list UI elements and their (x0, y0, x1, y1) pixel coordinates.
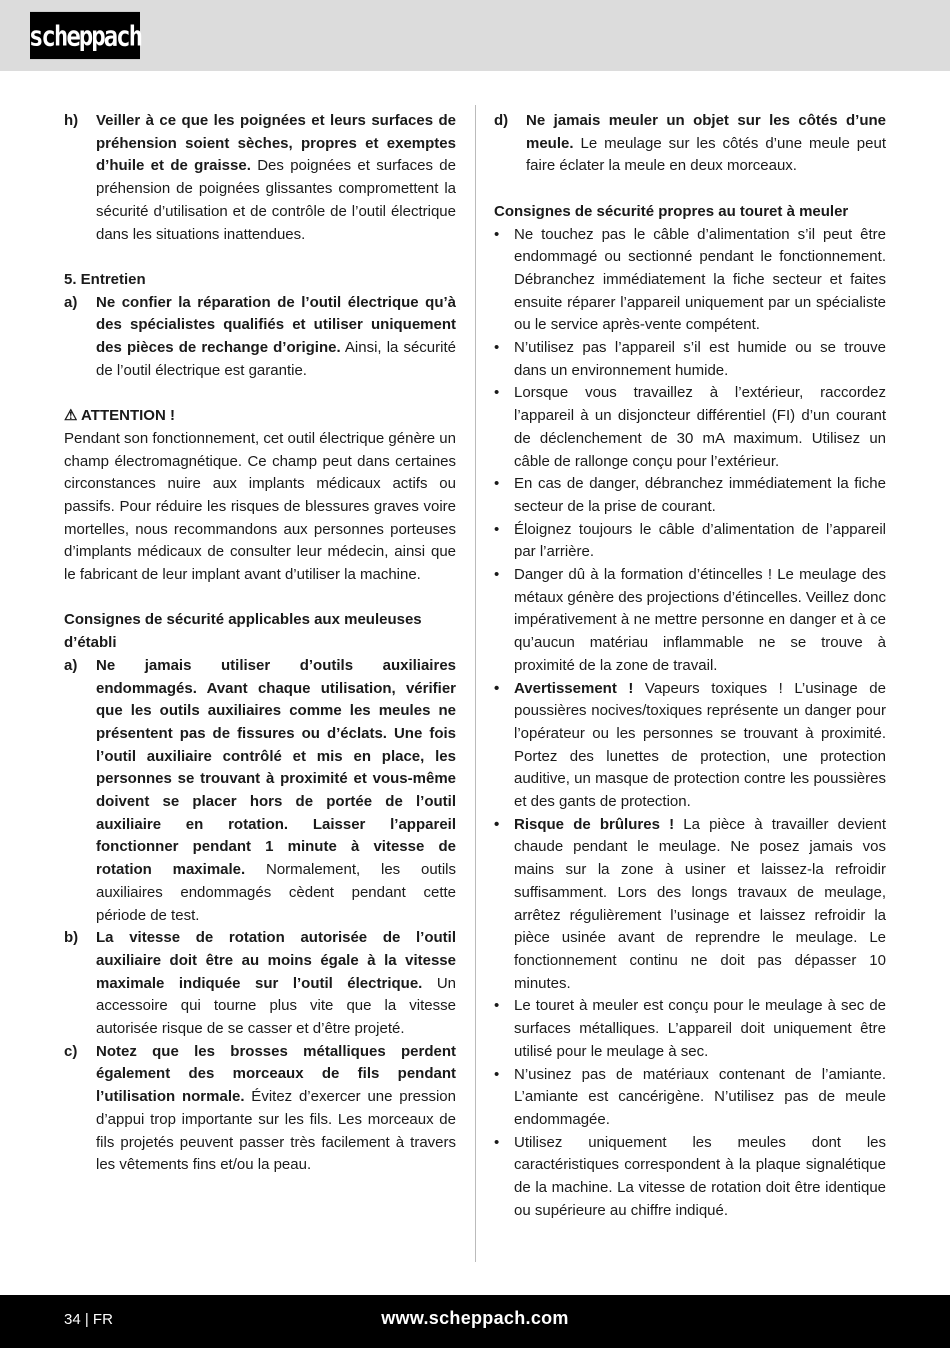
item-label: a) (64, 293, 78, 311)
page-footer (0, 1295, 950, 1348)
bullet-icon: • (494, 679, 500, 697)
item-text: Le touret à meuler est conçu pour le meulage à sec de surfaces métalliques. L’appareil doit uniquement être utilisé pour le meulage à sec. (514, 997, 886, 1060)
bullet-icon: • (494, 339, 500, 357)
item-text: N’utilisez pas l’appareil s’il est humide ou se trouve dans un environnement humide. (514, 339, 886, 379)
item-text: La pièce à travailler devient chaude pendant le meulage. Ne posez jamais vos mains sur la zone à usiner et laissez-la refroidir suffisamment. Lors des longs travaux de meulage, arrêtez régulièrement l’usinage et laissez refroidir la pièce usinée avant de reprendre le meulage. Le fonctionnement continu ne doit pas dépasser 10 minutes. (514, 815, 887, 992)
item-bold: Risque de brûlures ! (514, 815, 675, 833)
item-text: Danger dû à la formation d’étincelles ! Le meulage des métaux génère des projections d’étincelles. Veillez donc impérativement à ne mettre personne en danger et à ce qu’aucun matériau inflammable ne se trouve à proximité de la zone de travail. (514, 566, 886, 674)
item-bold: Ne jamais utiliser d’outils auxiliaires endommagés. Avant chaque utilisation, vérifier que les outils auxiliaires comme les meules ne présentent pas de fissures ou d’éclats. Une fois l’outil auxiliaire contrôlé et mis en place, les personnes se trouvant à proximité et vous-même doivent se placer hors de portée de l’outil auxiliaire en rotation. Laisser l’appareil fonctionner pendant 1 minute à vitesse de rotation maximale. (96, 656, 456, 879)
bullet-icon: • (494, 1133, 500, 1151)
item-label: b) (64, 929, 79, 947)
bullet-icon: • (494, 1065, 500, 1083)
website-link[interactable]: www.scheppach.com (381, 1308, 569, 1328)
item-bold: Veiller à ce que les poignées et leurs surfaces de préhension soient sèches, propres et exemptes d’huile et de graisse. (96, 112, 456, 175)
bullet-item (494, 678, 886, 814)
item-text: Normalement, les outils auxiliaires endommagés cèdent pendant cette période de test. (96, 861, 456, 924)
bullet-item (494, 1064, 886, 1132)
bullet-icon: • (494, 475, 500, 493)
item-bold: Ne confier la réparation de l’outil électrique qu’à des spécialistes qualifiés et utiliser uniquement des pièces de rechange d’origine. (96, 293, 456, 357)
bullet-item (494, 1132, 886, 1223)
item-bold: La vitesse de rotation autorisée de l’outil auxiliaire doit être au moins égale à la vitesse maximale indiquée sur l’outil électrique. (96, 929, 456, 992)
item-text: Le meulage sur les côtés d’une meule peut faire éclater la meule en deux morceaux. (526, 134, 886, 175)
list-item (64, 655, 456, 927)
bullet-icon: • (494, 384, 500, 402)
grinder-safety-heading: Consignes de sécurité propres au touret à meuler (494, 202, 849, 220)
attention-text: Pendant son fonctionnement, cet outil électrique génère un champ électromagnétique. Ce champ peut dans certaines circonstances nuire aux implants médicaux actifs ou passifs. Pour réduire les risques de blessures graves voire mortelles, nous recommandons aux personnes porteuses d’implants médicaux de consulter leur médecin, ainsi que le fabricant de leur implant avant d’utiliser la machine. (64, 429, 456, 584)
bullet-icon: • (494, 566, 500, 584)
item-d (494, 110, 886, 178)
item-text: Des poignées et surfaces de préhension de poignées glissantes compromettent la sécurité d’utilisation et de contrôle de l’outil électrique dans les situations inattendues. (96, 157, 456, 243)
bullet-icon: • (494, 225, 500, 243)
bullet-item (494, 382, 886, 473)
bullet-item (494, 473, 886, 518)
item-a-maintenance (64, 292, 456, 383)
left-column (64, 110, 456, 1177)
page-number: 34 | FR (64, 1311, 113, 1328)
page-header (0, 0, 950, 71)
bullet-item (494, 337, 886, 382)
item-text: Ne touchez pas le câble d’alimentation s’il peut être endommagé ou sectionné pendant le fonctionnement. Débranchez immédiatement la fiche secteur et faites ensuite réparer l’appareil uniquement par un spécialiste ou le service après-vente compétent. (514, 225, 886, 334)
bullet-item (494, 564, 886, 678)
attention-heading: ⚠ ATTENTION ! (64, 407, 175, 425)
bullet-item (494, 519, 886, 564)
item-bold: Notez que les brosses métalliques perdent également des morceaux de fils pendant l’utilisation normale. (96, 1042, 456, 1106)
section-heading: 5. Entretien (64, 270, 146, 288)
item-text: En cas de danger, débranchez immédiatement la fiche secteur de la prise de courant. (514, 475, 886, 515)
bullet-icon: • (494, 815, 500, 833)
bullet-icon: • (494, 997, 500, 1015)
item-text: N’usinez pas de matériaux contenant de l’amiante. L’amiante est cancérigène. N’utilisez pas de meule endommagée. (514, 1065, 886, 1128)
item-bold: Avertissement ! (514, 679, 634, 697)
list-item (64, 1041, 456, 1177)
bullet-item (494, 224, 886, 338)
item-text: Utilisez uniquement les meules dont les caractéristiques correspondent à la plaque signalétique de la machine. La vitesse de rotation doit être identique ou supérieure au chiffre indiqué. (514, 1133, 886, 1219)
item-text: Ainsi, la sécurité de l’outil électrique est garantie. (96, 339, 456, 379)
item-label: d) (494, 112, 509, 129)
list-item (64, 927, 456, 1041)
bullet-item (494, 995, 886, 1063)
column-divider (475, 105, 476, 1262)
scheppach-logo: scheppach (30, 12, 140, 59)
bench-grinder-heading: Consignes de sécurité applicables aux meuleuses d’établi (64, 611, 422, 652)
item-text: Évitez d’exercer une pression d’appui trop importante sur les fils. Les morceaux de fils projetés peuvent passer très facilement à travers les vêtements fins et/ou la peau. (96, 1088, 456, 1174)
item-text: Éloignez toujours le câble d’alimentation de l’appareil par l’arrière. (514, 520, 886, 561)
bullet-icon: • (494, 520, 500, 538)
item-bold: Ne jamais meuler un objet sur les côtés d’une meule. (526, 112, 886, 152)
bullet-item (494, 814, 886, 996)
item-label: a) (64, 656, 78, 674)
right-column (494, 110, 886, 1222)
item-label: h) (64, 112, 79, 129)
item-text: Lorsque vous travaillez à l’extérieur, raccordez l’appareil à un disjoncteur différentiel (FI) d’un courant de déclenchement de 30 mA maximum. Utilisez un câble de rallonge conçu pour l’extérieur. (514, 384, 886, 470)
item-h (64, 110, 456, 246)
item-label: c) (64, 1042, 78, 1060)
item-text: Un accessoire qui tourne plus vite que la vitesse autorisée risque de se casser et d’être projeté. (96, 974, 456, 1038)
item-text: Vapeurs toxiques ! L’usinage de poussières nocives/toxiques représente un danger pour l’opérateur ou les personnes se trouvant à proximité. Portez des lunettes de protection, une protection auditive, un masque de protection contre les poussières et des gants de protection. (514, 679, 886, 811)
